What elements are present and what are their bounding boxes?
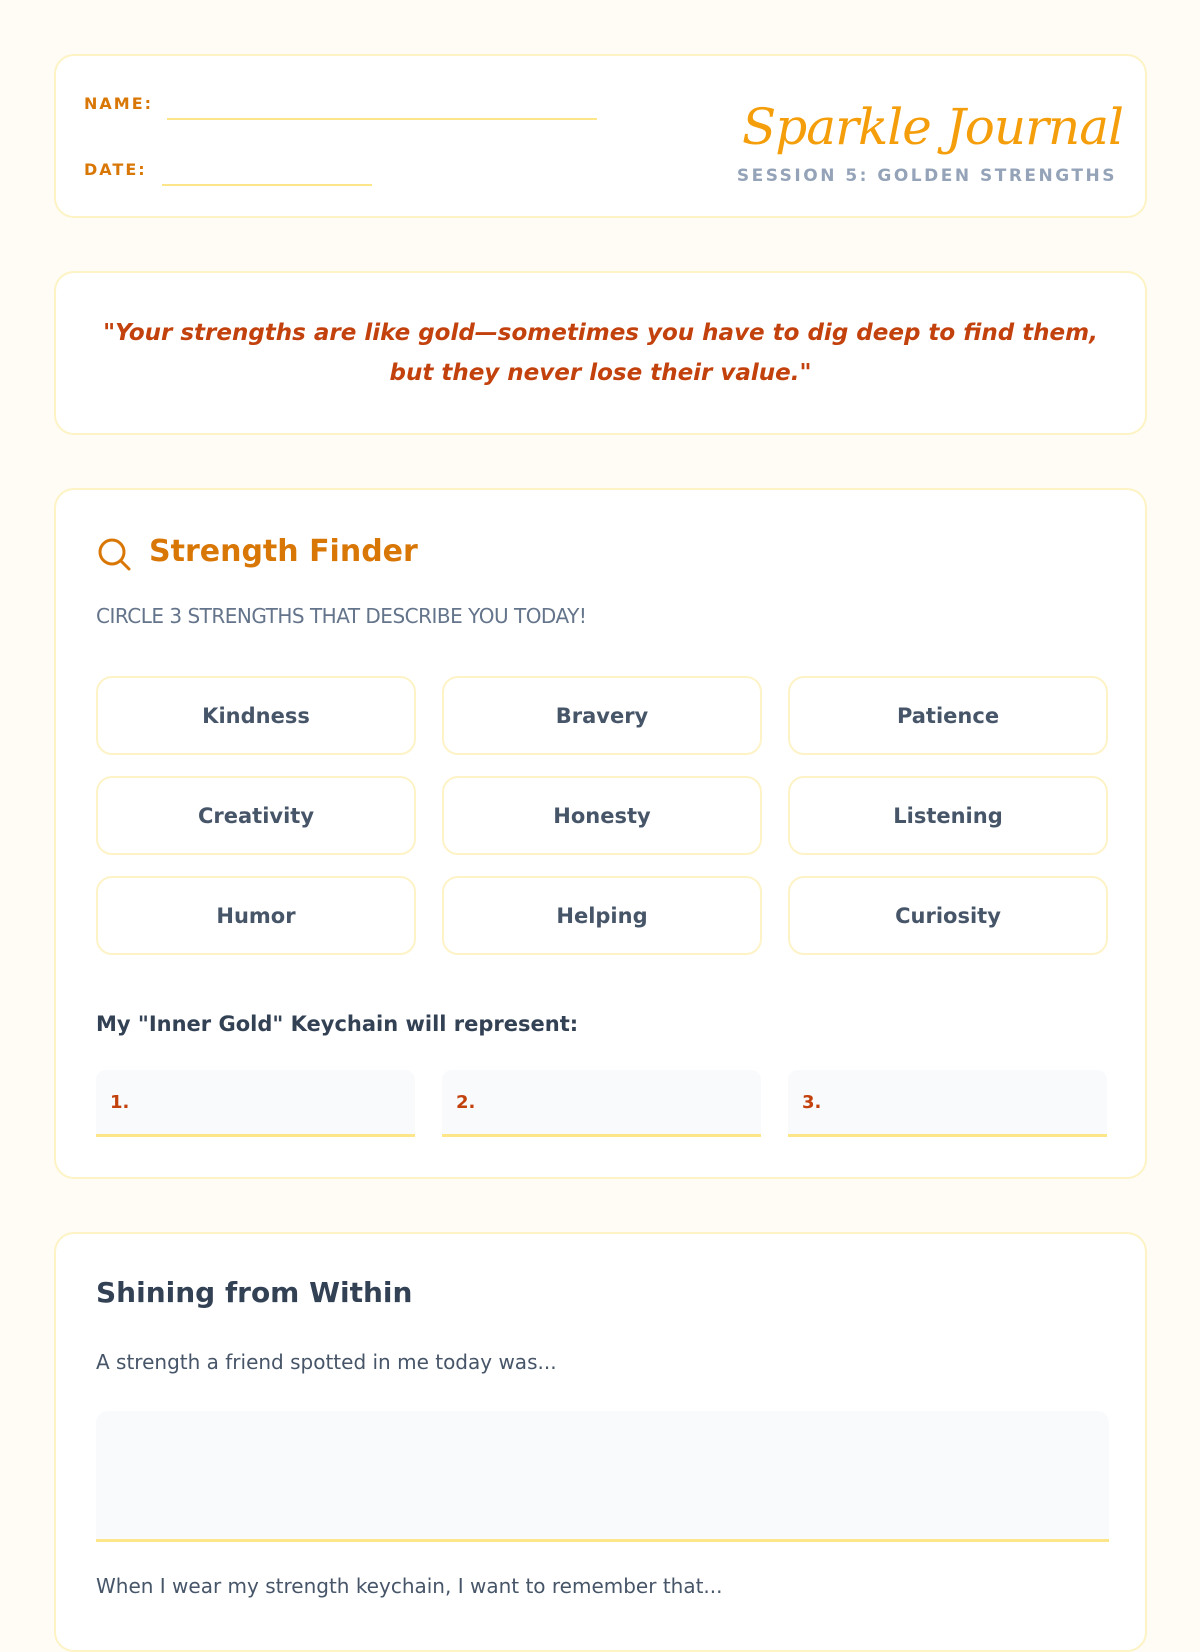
keychain-slot-1[interactable] (96, 1070, 415, 1137)
answer-box-friend-strength[interactable] (96, 1411, 1109, 1542)
session-subtitle: SESSION 5: GOLDEN STRENGTHS (736, 166, 1117, 186)
date-field[interactable] (162, 184, 372, 186)
strength-chip-patience[interactable]: Patience (788, 676, 1108, 755)
keychain-slot-3[interactable] (788, 1070, 1107, 1137)
strength-chip-kindness[interactable]: Kindness (96, 676, 416, 755)
shining-title: Shining from Within (96, 1276, 413, 1309)
keychain-slot-2[interactable] (442, 1070, 761, 1137)
prompt-friend-strength: A strength a friend spotted in me today was... (96, 1350, 557, 1374)
strength-chip-bravery[interactable]: Bravery (442, 676, 762, 755)
strength-chip-creativity[interactable]: Creativity (96, 776, 416, 855)
shining-card (54, 1232, 1147, 1652)
slot-number: 3. (802, 1092, 822, 1113)
instruction-text: CIRCLE 3 STRENGTHS THAT DESCRIBE YOU TODAY! (96, 604, 587, 628)
slot-number: 2. (456, 1092, 476, 1113)
strength-finder-title: Strength Finder (149, 534, 418, 569)
quote-text: "Your strengths are like gold—sometimes you have to dig deep to find them, but they never lose their value." (103, 320, 1098, 386)
strength-chip-honesty[interactable]: Honesty (442, 776, 762, 855)
name-field[interactable] (167, 118, 597, 120)
slot-number: 1. (110, 1092, 130, 1113)
strength-chip-curiosity[interactable]: Curiosity (788, 876, 1108, 955)
search-icon (96, 536, 132, 572)
keychain-label: My "Inner Gold" Keychain will represent: (96, 1012, 579, 1036)
quote-card (54, 271, 1147, 435)
strength-finder-card (54, 488, 1147, 1179)
strength-grid (96, 676, 1109, 955)
name-label: NAME: (84, 94, 154, 113)
date-label: DATE: (84, 160, 147, 179)
journal-title: Sparkle Journal (742, 98, 1123, 156)
strength-chip-listening[interactable]: Listening (788, 776, 1108, 855)
prompt-keychain-reminder: When I wear my strength keychain, I want to remember that... (96, 1574, 723, 1598)
strength-chip-humor[interactable]: Humor (96, 876, 416, 955)
header-card (54, 54, 1147, 218)
strength-chip-helping[interactable]: Helping (442, 876, 762, 955)
